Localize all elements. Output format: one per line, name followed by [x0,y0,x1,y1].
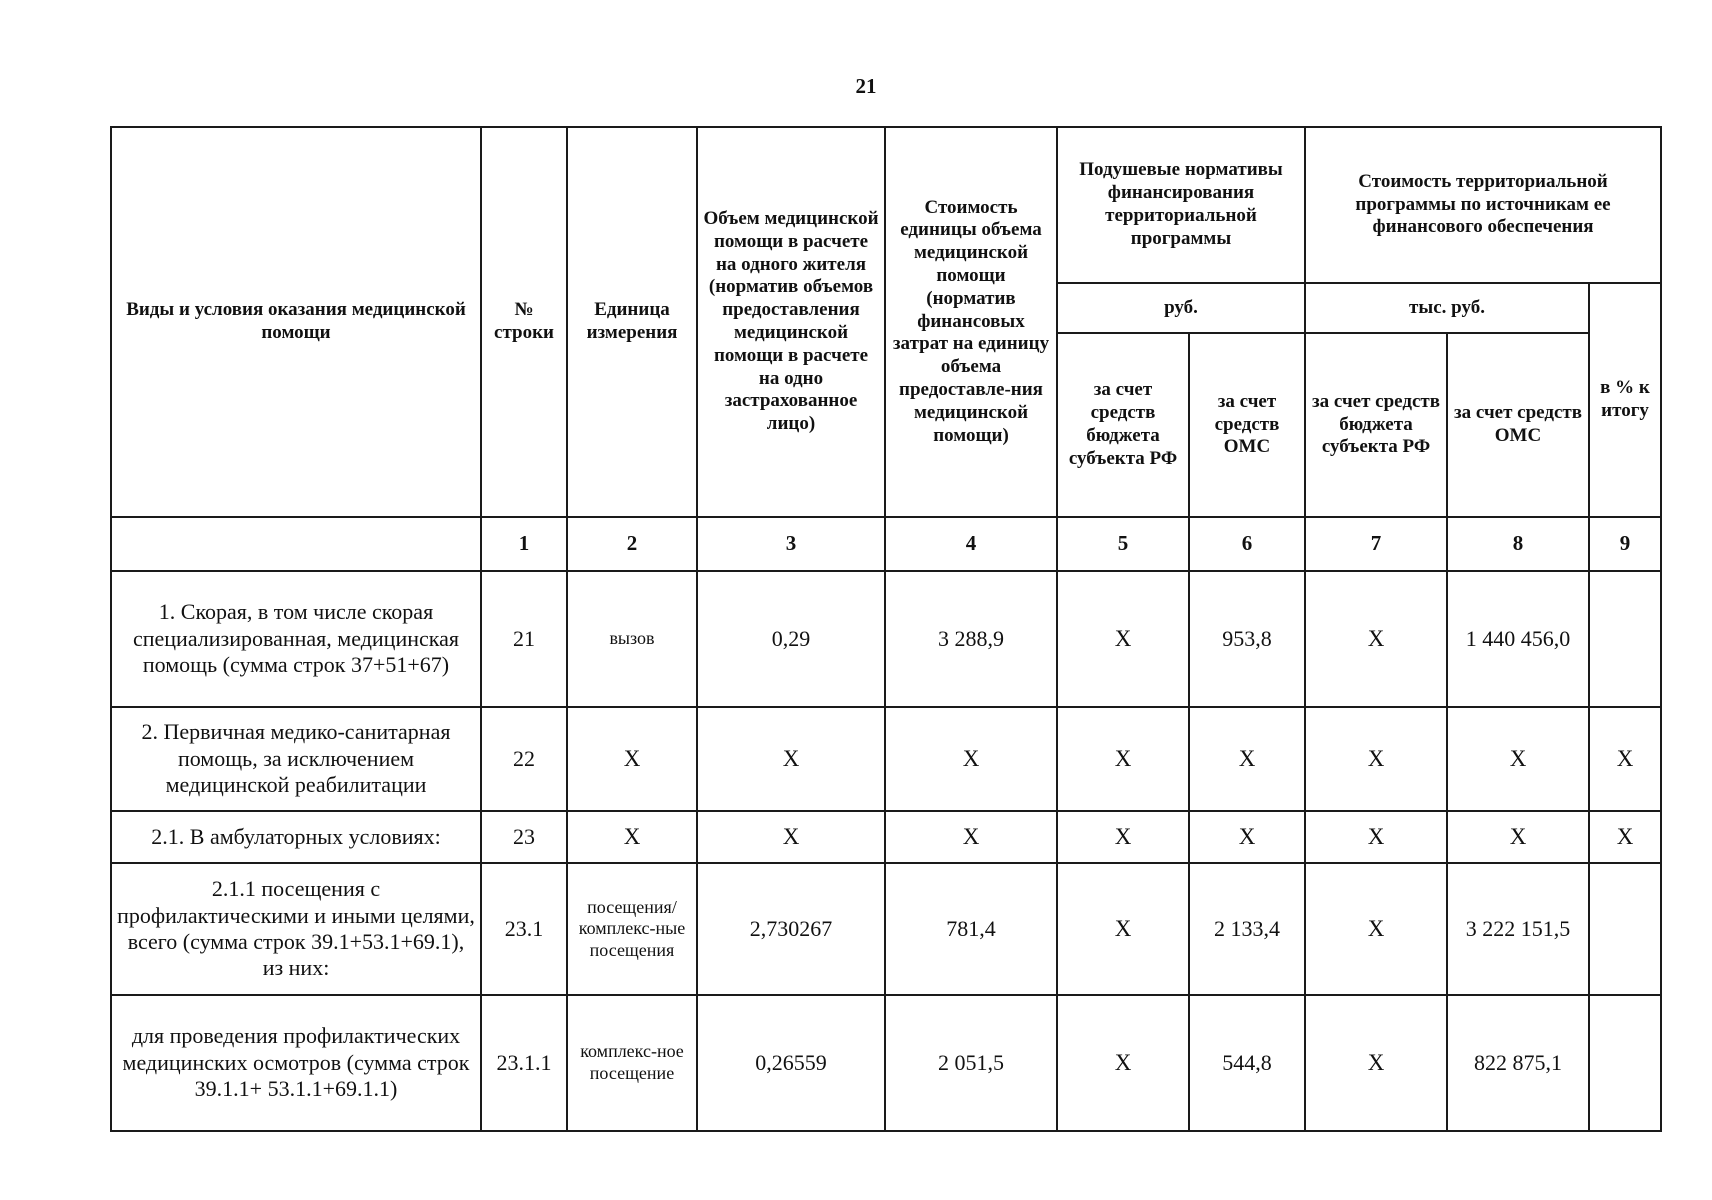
header-row-number: № строки [481,127,567,517]
header-percent: в % к итогу [1589,283,1661,517]
page-number: 21 [855,74,877,98]
column-number: 4 [885,517,1057,571]
cell-oms-rub: 953,8 [1189,571,1305,707]
cell-kind: 1. Скорая, в том числе скорая специализированная, медицинская помощь (сумма строк 37+51+67) [111,571,481,707]
cell-oms-rub: Х [1189,811,1305,863]
header-rub: руб. [1057,283,1305,333]
cell-row-number: 23 [481,811,567,863]
cell-kind: 2.1.1 посещения с профилактическими и иными целями, всего (сумма строк 39.1+53.1+69.1), из них: [111,863,481,995]
cell-budget-rf-thous: Х [1305,995,1447,1131]
cell-row-number: 21 [481,571,567,707]
cell-unit: посещения/ комплекс-ные посещения [567,863,697,995]
cell-cost-unit: Х [885,707,1057,811]
cell-budget-rf-thous: Х [1305,571,1447,707]
cell-oms-rub: 544,8 [1189,995,1305,1131]
cell-budget-rf-rub: Х [1057,995,1189,1131]
cell-kind: 2. Первичная медико-санитарная помощь, за исключением медицинской реабилитации [111,707,481,811]
cell-budget-rf-rub: Х [1057,707,1189,811]
header-budget-rf-thous: за счет средств бюджета субъекта РФ [1305,333,1447,517]
cell-oms-rub: Х [1189,707,1305,811]
table-row [111,811,1661,863]
cell-percent [1589,995,1661,1131]
cell-unit: комплекс-ное посещение [567,995,697,1131]
cell-unit: Х [567,707,697,811]
cell-volume: 0,29 [697,571,885,707]
cell-row-number: 23.1.1 [481,995,567,1131]
cell-budget-rf-thous: Х [1305,863,1447,995]
cell-volume: Х [697,707,885,811]
financing-table [110,126,1662,1132]
cell-budget-rf-thous: Х [1305,707,1447,811]
cell-percent: Х [1589,811,1661,863]
column-number-blank [111,517,481,571]
cell-unit: вызов [567,571,697,707]
cell-oms-thous: Х [1447,707,1589,811]
table-row [111,707,1661,811]
cell-percent [1589,571,1661,707]
cell-oms-rub: 2 133,4 [1189,863,1305,995]
header-program-cost: Стоимость территориальной программы по источникам ее финансового обеспечения [1305,127,1661,283]
cell-budget-rf-rub: Х [1057,863,1189,995]
column-number: 8 [1447,517,1589,571]
table-row [111,995,1661,1131]
header-oms-thous: за счет средств ОМС [1447,333,1589,517]
cell-unit: Х [567,811,697,863]
header-kind: Виды и условия оказания медицинской помощи [111,127,481,517]
cell-cost-unit: Х [885,811,1057,863]
column-number-row [111,517,1661,571]
cell-kind: 2.1. В амбулаторных условиях: [111,811,481,863]
cell-oms-thous: 822 875,1 [1447,995,1589,1131]
column-number: 1 [481,517,567,571]
cell-oms-thous: 3 222 151,5 [1447,863,1589,995]
header-cost-unit: Стоимость единицы объема медицинской помощи (норматив финансовых затрат на единицу объема предоставле-ния медицинской помощи) [885,127,1057,517]
cell-cost-unit: 2 051,5 [885,995,1057,1131]
cell-percent: Х [1589,707,1661,811]
cell-budget-rf-rub: Х [1057,571,1189,707]
cell-percent [1589,863,1661,995]
cell-volume: 2,730267 [697,863,885,995]
cell-kind: для проведения профилактических медицинских осмотров (сумма строк 39.1.1+ 53.1.1+69.1.1) [111,995,481,1131]
header-volume: Объем медицинской помощи в расчете на одного жителя (норматив объемов предоставления медицинской помощи в расчете на одно застрахованное лицо) [697,127,885,517]
table-row [111,863,1661,995]
cell-volume: Х [697,811,885,863]
header-per-capita: Подушевые нормативы финансирования территориальной программы [1057,127,1305,283]
cell-budget-rf-thous: Х [1305,811,1447,863]
column-number: 9 [1589,517,1661,571]
cell-volume: 0,26559 [697,995,885,1131]
header-row [111,127,1661,283]
header-unit: Единица измерения [567,127,697,517]
cell-row-number: 22 [481,707,567,811]
cell-cost-unit: 781,4 [885,863,1057,995]
column-number: 6 [1189,517,1305,571]
column-number: 5 [1057,517,1189,571]
cell-cost-unit: 3 288,9 [885,571,1057,707]
cell-oms-thous: 1 440 456,0 [1447,571,1589,707]
cell-oms-thous: Х [1447,811,1589,863]
column-number: 3 [697,517,885,571]
column-number: 2 [567,517,697,571]
column-number: 7 [1305,517,1447,571]
cell-budget-rf-rub: Х [1057,811,1189,863]
header-budget-rf-rub: за счет средств бюджета субъекта РФ [1057,333,1189,517]
header-oms-rub: за счет средств ОМС [1189,333,1305,517]
cell-row-number: 23.1 [481,863,567,995]
table-row [111,571,1661,707]
header-thous-rub: тыс. руб. [1305,283,1589,333]
